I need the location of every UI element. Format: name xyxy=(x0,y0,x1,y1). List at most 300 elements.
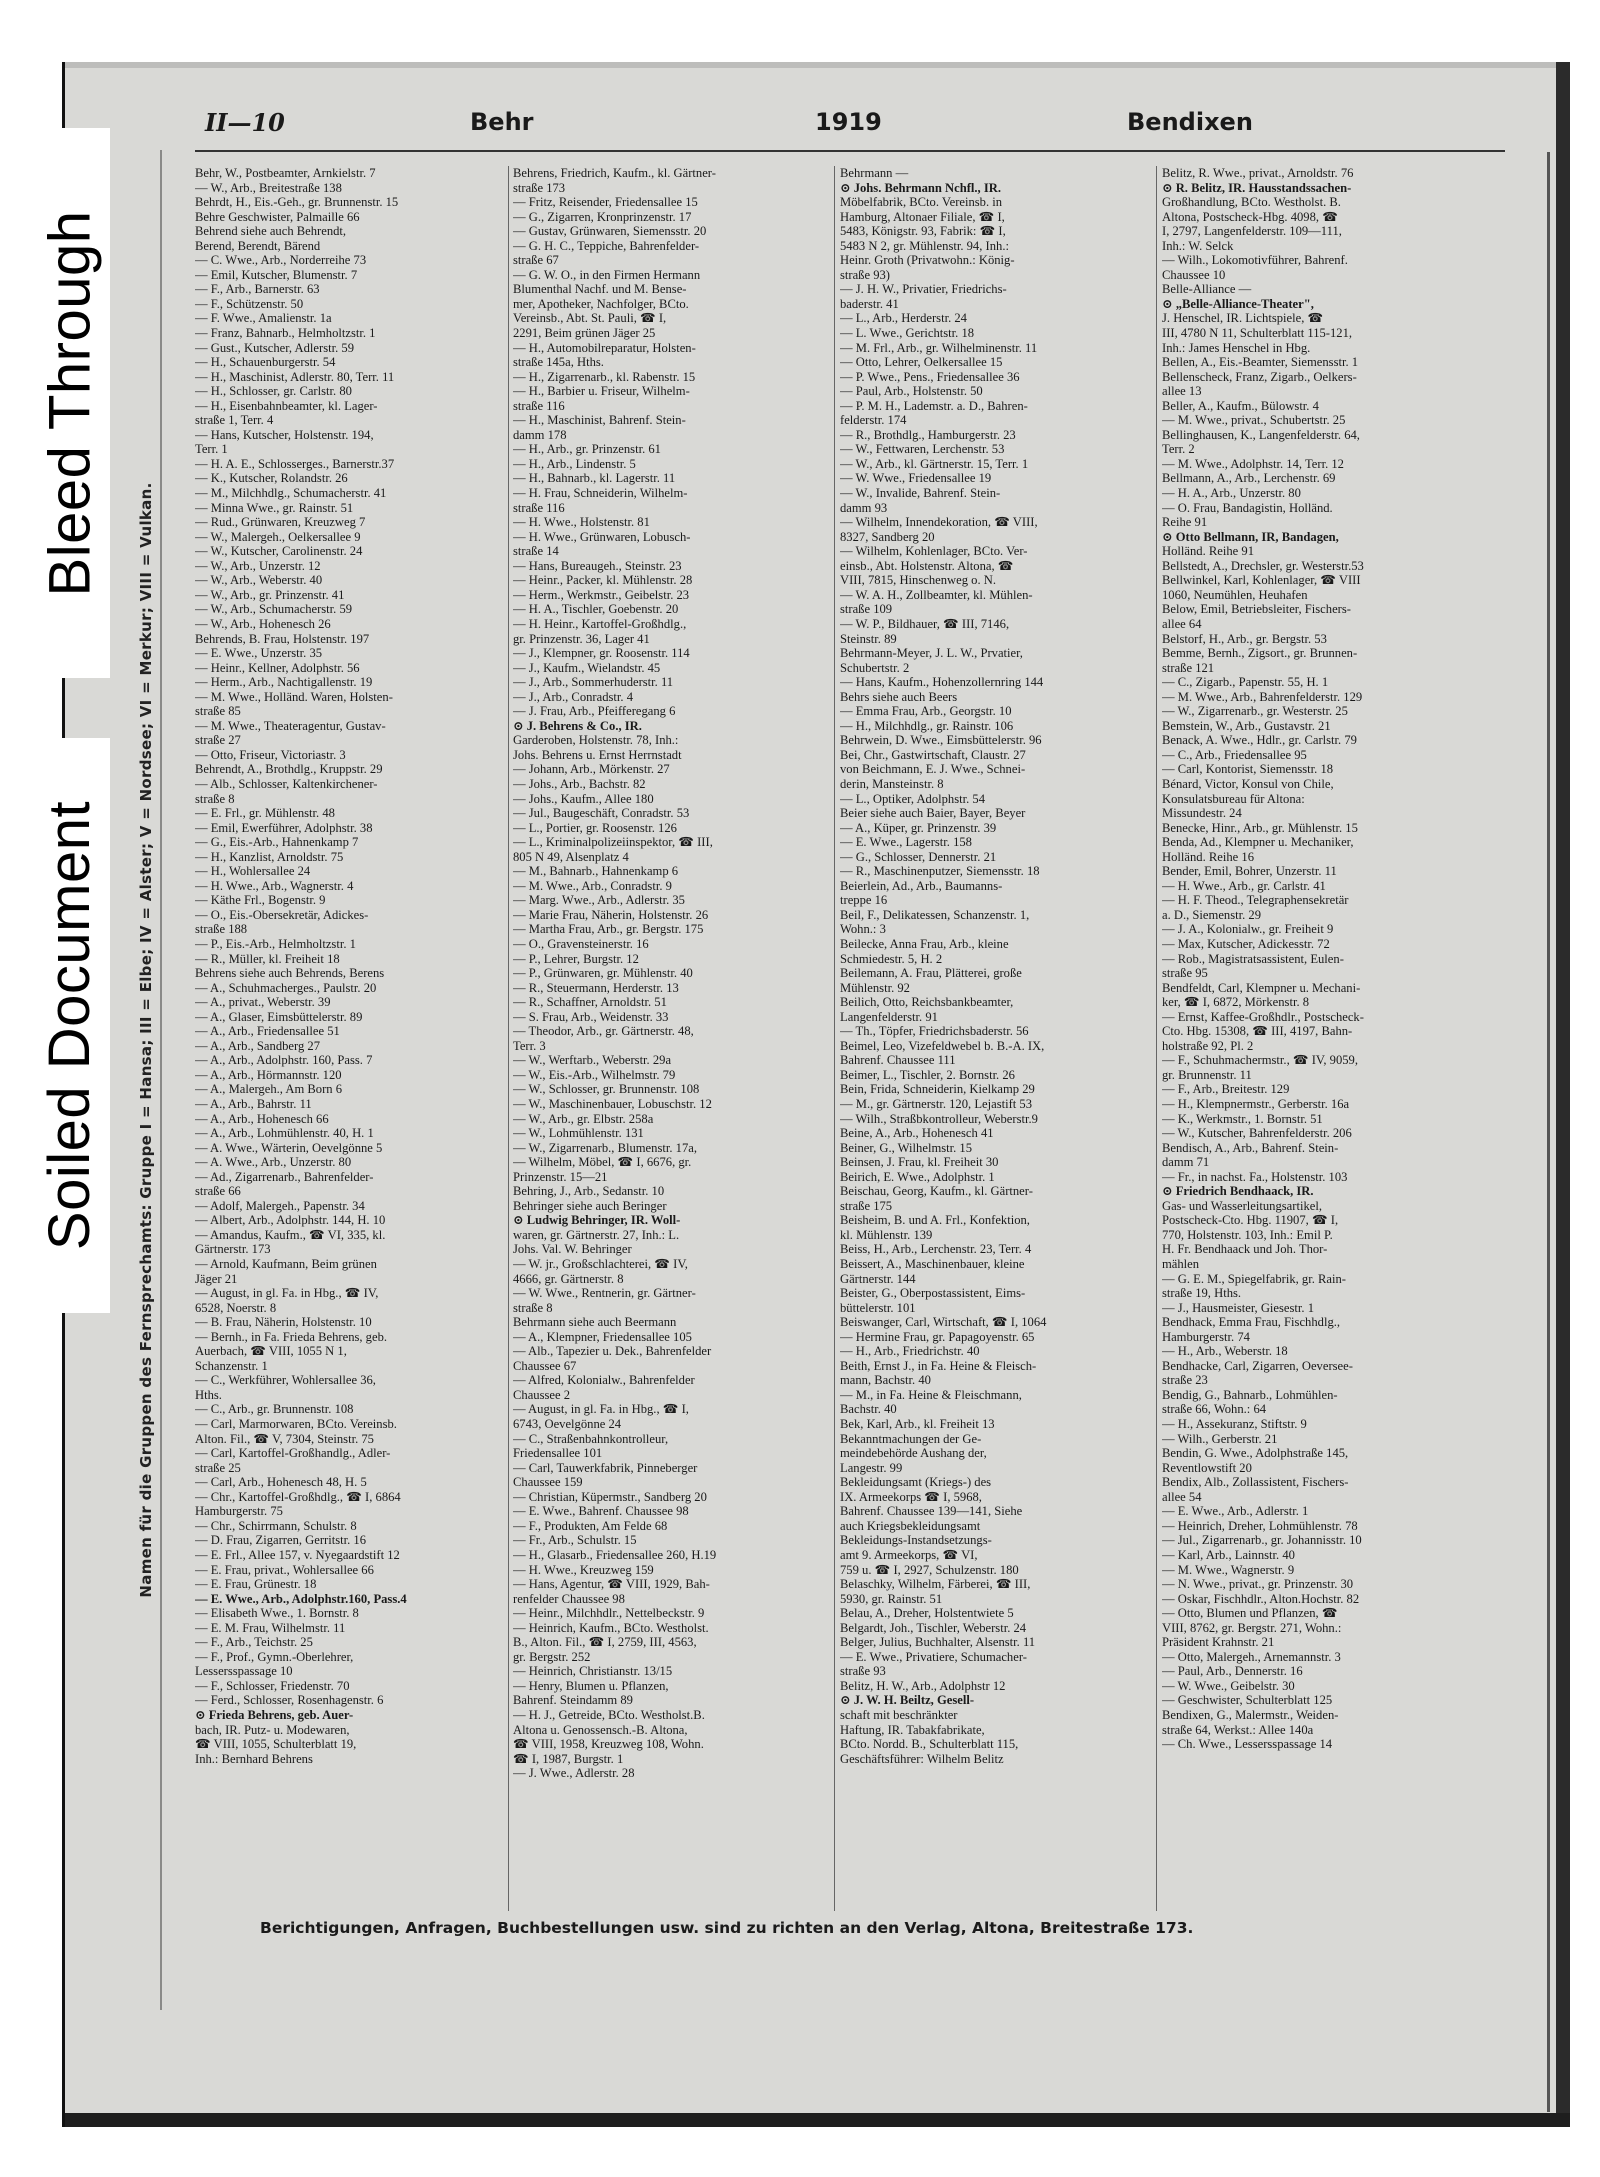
directory-entry: Konsulatsbureau für Altona: xyxy=(1162,791,1305,806)
directory-entry: — M. Wwe., Arb., Bahrenfelderstr. 129 xyxy=(1162,689,1363,704)
directory-entry: Inh.: W. Selck xyxy=(1162,238,1234,253)
directory-entry: — M. Wwe., Adolphstr. 14, Terr. 12 xyxy=(1162,456,1344,471)
directory-entry: — Jul., Zigarrenarb., gr. Johannisstr. 10 xyxy=(1162,1533,1362,1548)
directory-entry: Behrs siehe auch Beers xyxy=(840,689,958,704)
page-right-edge-line xyxy=(1547,152,1550,2112)
directory-entry: — Wilh., Straßbkontrolleur, Weberstr.9 xyxy=(840,1111,1038,1126)
directory-entry: — Paul, Arb., Holstenstr. 50 xyxy=(840,384,983,399)
directory-entry: Belgardt, Joh., Tischler, Weberstr. 24 xyxy=(840,1620,1027,1635)
directory-entry: — Wilh., Lokomotivführer, Bahrenf. xyxy=(1162,253,1348,268)
directory-entry: — H., Arb., Friedrichstr. 40 xyxy=(840,1344,980,1359)
directory-entry: straße 66 xyxy=(195,1184,241,1199)
directory-entry: Behrends, B. Frau, Holstenstr. 197 xyxy=(195,631,370,646)
directory-entry: — Carl, Arb., Hohenesch 48, H. 5 xyxy=(195,1475,367,1490)
directory-entry: — Ch. Wwe., Lessersspassage 14 xyxy=(1162,1737,1333,1752)
directory-entry: Haftung, IR. Tabakfabrikate, xyxy=(840,1722,985,1737)
directory-entry: — H., Schlosser, gr. Carlstr. 80 xyxy=(195,384,352,399)
directory-entry: Beilemann, A. Frau, Plätterei, große xyxy=(840,966,1022,981)
directory-entry: — Bernh., in Fa. Frieda Behrens, geb. xyxy=(195,1329,388,1344)
directory-entry: — A., Arb., Hohenesch 66 xyxy=(195,1111,329,1126)
directory-entry: — M., gr. Gärtnerstr. 120, Lejastift 53 xyxy=(840,1097,1033,1111)
directory-entry: Friedensallee 101 xyxy=(513,1446,603,1461)
directory-entry: schaft mit beschränkter xyxy=(840,1707,958,1722)
directory-entry: Hamburg, Altonaer Filiale, ☎ I, xyxy=(840,209,1005,224)
directory-entry: — Hans, Bureaugeh., Steinstr. 23 xyxy=(513,558,682,573)
directory-entry: — H. Wwe., Arb., Wagnerstr. 4 xyxy=(195,878,354,893)
directory-entry: Alton. Fil., ☎ V, 7304, Steinstr. 75 xyxy=(195,1431,374,1446)
directory-entry: — W., Invalide, Bahrenf. Stein- xyxy=(840,486,1001,501)
directory-entry: gr. Brunnenstr. 11 xyxy=(1162,1067,1252,1082)
directory-entry: baderstr. 41 xyxy=(840,296,899,311)
directory-entry: — M., Milchhdlg., Schumacherstr. 41 xyxy=(195,486,387,501)
directory-entry: Bendix, Alb., Zollassistent, Fischers- xyxy=(1162,1475,1349,1490)
directory-entry: Beirich, E. Wwe., Adolphstr. 1 xyxy=(840,1169,995,1184)
directory-entry: VIII, 8762, gr. Bergstr. 271, Wohn.: xyxy=(1162,1620,1342,1635)
directory-entry: Bellstedt, A., Drechsler, gr. Westerstr.53 xyxy=(1162,558,1364,573)
directory-entry: derin, Mansteinstr. 8 xyxy=(840,776,944,791)
directory-entry: — A., Arb., Adolphstr. 160, Pass. 7 xyxy=(195,1053,373,1068)
directory-entry: — R., Brothdlg., Hamburgerstr. 23 xyxy=(840,427,1016,442)
directory-entry: Jäger 21 xyxy=(195,1271,238,1286)
directory-entry: — Chr., Kartoffel-Großhdlg., ☎ I, 6864 xyxy=(195,1489,401,1504)
directory-entry: damm 178 xyxy=(513,427,567,442)
directory-entry: — P., Eis.-Arb., Helmholtzstr. 1 xyxy=(195,936,356,951)
directory-entry: straße 64, Werkst.: Allee 140a xyxy=(1162,1722,1314,1737)
directory-entry: — W. jr., Großschlachterei, ☎ IV, xyxy=(513,1257,688,1272)
directory-entry: Beister, G., Oberpostassistent, Eims- xyxy=(840,1286,1026,1301)
directory-entry: Großhandlung, BCto. Westholst. B. xyxy=(1162,195,1341,210)
directory-entry: Gas- und Wasserleitungsartikel, xyxy=(1162,1198,1322,1213)
directory-entry: Bellinghausen, K., Langenfelderstr. 64, xyxy=(1162,427,1360,442)
directory-entry: damm 93 xyxy=(840,500,888,515)
directory-entry: — J. Frau, Arb., Pfeifferegang 6 xyxy=(513,704,676,719)
directory-entry: — J., Kaufm., Wielandstr. 45 xyxy=(513,660,661,675)
directory-entry: Postscheck-Cto. Hbg. 11907, ☎ I, xyxy=(1162,1213,1339,1228)
directory-entry: Belger, Julius, Buchhalter, Alsenstr. 11 xyxy=(840,1635,1036,1650)
directory-entry: — A., Arb., Hörmannstr. 120 xyxy=(195,1067,342,1082)
directory-entry: — F. Wwe., Amalienstr. 1a xyxy=(195,311,332,326)
directory-entry: — F., Schützenstr. 50 xyxy=(195,296,304,311)
directory-entry: — W., Arb., Breitestraße 138 xyxy=(195,180,342,195)
directory-entry: Bellwinkel, Karl, Kohlenlager, ☎ VIII xyxy=(1162,573,1361,588)
directory-entry: — L., Kriminalpolizeiinspektor, ☎ III, xyxy=(513,835,713,850)
directory-entry: gr. Bergstr. 252 xyxy=(513,1649,591,1664)
directory-entry: Möbelfabrik, BCto. Vereinsb. in xyxy=(840,195,1003,210)
directory-entry: — W. Wwe., Rentnerin, gr. Gärtner- xyxy=(513,1286,696,1301)
directory-entry: — H., Milchhdlg., gr. Rainstr. 106 xyxy=(840,718,1014,733)
directory-entry: Holländ. Reihe 16 xyxy=(1162,849,1254,864)
directory-entry: Cto. Hbg. 15308, ☎ III, 4197, Bahn- xyxy=(1162,1024,1353,1039)
directory-entry: Beier siehe auch Baier, Bayer, Beyer xyxy=(840,806,1026,821)
directory-entry: 805 N 49, Alsenplatz 4 xyxy=(513,849,629,864)
directory-entry: — R., Schaffner, Arnoldstr. 51 xyxy=(513,995,667,1010)
directory-entry: — E. Wwe., Arb., Adolphstr.160, Pass.4 xyxy=(195,1591,407,1606)
directory-entry: — M. Frl., Arb., gr. Wilhelminenstr. 11 xyxy=(840,340,1038,355)
directory-entry: — F., Schuhmachermstr., ☎ IV, 9059, xyxy=(1162,1053,1358,1068)
directory-entry: — H. Wwe., Holstenstr. 81 xyxy=(513,515,650,530)
directory-entry: — C., Arb., Friedensallee 95 xyxy=(1162,747,1307,762)
directory-entry: — M. Wwe., Holländ. Waren, Holsten- xyxy=(195,689,393,704)
directory-entry: — C., Zigarb., Papenstr. 55, H. 1 xyxy=(1162,675,1329,690)
directory-entry: Geschäftsführer: Wilhelm Belitz xyxy=(840,1751,1004,1766)
directory-entry: Chaussee 10 xyxy=(1162,267,1226,282)
directory-entry: 2291, Beim grünen Jäger 25 xyxy=(513,326,656,341)
directory-entry: — J., Arb., Conradstr. 4 xyxy=(513,689,633,704)
telephone-groups-strip: Namen für die Gruppen des Fernsprechamts: Gruppe I = Hansa; III = Elbe; IV = Alster; V = Nordsee; VI = Merkur; VIII = Vulkan. xyxy=(137,482,155,1598)
directory-entry: — Henry, Blumen u. Pflanzen, xyxy=(513,1678,669,1693)
directory-entry: Bekleidungsamt (Kriegs-) des xyxy=(840,1475,992,1490)
directory-entry: meindebehörde Aushang der, xyxy=(840,1446,987,1461)
directory-entry: — W., Arb., Schumacherstr. 59 xyxy=(195,602,353,617)
directory-entry: — Wilhelm, Innendekoration, ☎ VIII, xyxy=(840,515,1038,530)
directory-entry: — Rob., Magistratsassistent, Eulen- xyxy=(1162,951,1344,966)
directory-entry: — J., Klempner, gr. Roosenstr. 114 xyxy=(513,646,690,661)
directory-entry: — H., Bahnarb., kl. Lagerstr. 11 xyxy=(513,471,676,486)
directory-entry: — E. Wwe., Unzerstr. 35 xyxy=(195,646,323,661)
directory-entry: Benda, Ad., Klempner u. Mechaniker, xyxy=(1162,835,1354,850)
directory-entry: — O., Eis.-Obersekretär, Adickes- xyxy=(195,907,369,922)
directory-entry: Blumenthal Nachf. und M. Bense- xyxy=(513,282,687,297)
directory-entry: — W., Malergeh., Oelkersallee 9 xyxy=(195,529,361,544)
directory-entry: — Karl, Arb., Lainnstr. 40 xyxy=(1162,1547,1295,1562)
directory-entry: — W., Kutscher, Carolinenstr. 24 xyxy=(195,544,363,559)
directory-entry: Bendhacke, Carl, Zigarren, Oeversee- xyxy=(1162,1358,1353,1373)
directory-entry: — O. Frau, Bandagistin, Holländ. xyxy=(1162,500,1333,515)
directory-entry: ⊙ Friedrich Bendhaack, IR. xyxy=(1162,1184,1314,1199)
directory-entry: — Rud., Grünwaren, Kreuzweg 7 xyxy=(195,515,366,530)
directory-entry: — H. F. Theod., Telegraphensekretär xyxy=(1162,893,1349,908)
directory-entry: — Otto, Blumen und Pflanzen, ☎ xyxy=(1162,1606,1338,1621)
directory-entry: — Herm., Arb., Nachtigallenstr. 19 xyxy=(195,675,373,690)
directory-entry: Beiss, H., Arb., Lerchenstr. 23, Terr. 4 xyxy=(840,1242,1032,1257)
directory-entry: gr. Prinzenstr. 36, Lager 41 xyxy=(513,631,650,646)
head-year: 1919 xyxy=(815,108,882,136)
directory-entry: Holländ. Reihe 91 xyxy=(1162,544,1254,559)
page-right-edge xyxy=(1556,62,1570,2127)
directory-entry: straße 66, Wohn.: 64 xyxy=(1162,1402,1267,1417)
directory-column-4 xyxy=(1162,166,1497,1752)
directory-entry: a. D., Siemenstr. 29 xyxy=(1162,907,1261,922)
directory-entry: — H., Arb., Weberstr. 18 xyxy=(1162,1344,1288,1359)
directory-entry: Behring, J., Arb., Sedanstr. 10 xyxy=(513,1184,665,1199)
directory-entry: — A., Arb., Sandberg 27 xyxy=(195,1038,321,1053)
directory-entry: Inh.: Bernhard Behrens xyxy=(195,1751,313,1766)
directory-entry: — M. Wwe., Wagnerstr. 9 xyxy=(1162,1562,1295,1577)
directory-entry: Auerbach, ☎ VIII, 1055 N 1, xyxy=(195,1344,347,1359)
running-head xyxy=(205,108,1253,144)
directory-entry: — S. Frau, Arb., Weidenstr. 33 xyxy=(513,1009,669,1024)
directory-entry: treppe 16 xyxy=(840,893,888,908)
directory-entry: Benack, A. Wwe., Hdlr., gr. Carlstr. 79 xyxy=(1162,733,1357,748)
directory-entry: — Heinrich, Dreher, Lohmühlenstr. 78 xyxy=(1162,1518,1358,1533)
directory-entry: — H., Barbier u. Friseur, Wilhelm- xyxy=(513,384,690,399)
directory-entry: allee 54 xyxy=(1162,1489,1202,1504)
directory-entry: straße 93 xyxy=(840,1664,886,1679)
directory-column-2 xyxy=(513,166,833,1781)
directory-entry: einsb., Abt. Holstenstr. Altona, ☎ xyxy=(840,558,1014,573)
directory-entry: — Alb., Tapezier u. Dek., Bahrenfelder xyxy=(513,1344,712,1359)
directory-entry: — C. Wwe., Arb., Norderreihe 73 xyxy=(195,253,367,268)
directory-entry: Johs. Behrens u. Ernst Herrnstadt xyxy=(513,747,682,762)
directory-entry: — Oskar, Fischhdlr., Alton.Hochstr. 82 xyxy=(1162,1591,1360,1606)
directory-entry: — W., Fettwaren, Lerchenstr. 53 xyxy=(840,442,1005,457)
directory-entry: Chaussee 2 xyxy=(513,1387,571,1402)
directory-entry: ⊙ Frieda Behrens, geb. Auer- xyxy=(195,1707,354,1722)
directory-entry: — M., Bahnarb., Hahnenkamp 6 xyxy=(513,864,679,879)
directory-entry: Bendin, G. Wwe., Adolphstraße 145, xyxy=(1162,1446,1349,1461)
directory-entry: 5483 N 2, gr. Mühlenstr. 94, Inh.: xyxy=(840,238,1009,253)
directory-entry: — R., Maschinenputzer, Siemensstr. 18 xyxy=(840,864,1040,879)
directory-entry: Reventlowstift 20 xyxy=(1162,1460,1252,1475)
directory-entry: Bei, Chr., Gastwirtschaft, Claustr. 27 xyxy=(840,747,1026,762)
directory-entry: — Carl, Kartoffel-Großhandlg., Adler- xyxy=(195,1446,391,1461)
directory-entry: — H., Arb., gr. Prinzenstr. 61 xyxy=(513,442,661,457)
directory-entry: — F., Arb., Breitestr. 129 xyxy=(1162,1082,1290,1097)
directory-entry: — G., Eis.-Arb., Hahnenkamp 7 xyxy=(195,835,359,850)
directory-entry: Bellenscheck, Franz, Zigarb., Oelkers- xyxy=(1162,369,1357,384)
directory-entry: Bendig, G., Bahnarb., Lohmühlen- xyxy=(1162,1387,1338,1402)
directory-entry: amt 9. Armeekorps, ☎ VI, xyxy=(840,1547,978,1562)
directory-entry: Beinsen, J. Frau, kl. Freiheit 30 xyxy=(840,1155,999,1170)
directory-entry: Präsident Krahnstr. 21 xyxy=(1162,1635,1275,1650)
directory-entry: Belitz, H. W., Arb., Adolphstr 12 xyxy=(840,1678,1006,1693)
directory-entry: — W., Zigarrenarb., Blumenstr. 17a, xyxy=(513,1140,697,1155)
directory-entry: Behrmann-Meyer, J. L. W., Prvatier, xyxy=(840,646,1023,661)
directory-entry: Bemme, Bernh., Zigsort., gr. Brunnen- xyxy=(1162,646,1358,661)
directory-entry: — Emil, Kutscher, Blumenstr. 7 xyxy=(195,267,358,282)
directory-entry: — Hermine Frau, gr. Papagoyenstr. 65 xyxy=(840,1329,1035,1344)
directory-entry: — August, in gl. Fa. in Hbg., ☎ I, xyxy=(513,1402,689,1417)
directory-entry: J. Henschel, IR. Lichtspiele, ☎ xyxy=(1162,311,1324,326)
directory-entry: Behrend siehe auch Behrendt, xyxy=(195,224,347,239)
directory-entry: — H., Arb., Lindenstr. 5 xyxy=(513,456,636,471)
directory-entry: B., Alton. Fil., ☎ I, 2759, III, 4563, xyxy=(513,1635,697,1650)
page-top-edge xyxy=(65,62,1570,68)
directory-entry: waren, gr. Gärtnerstr. 27, Inh.: L. xyxy=(513,1227,680,1242)
directory-entry: Chaussee 159 xyxy=(513,1475,583,1490)
directory-entry: Belitz, R. Wwe., privat., Arnoldstr. 76 xyxy=(1162,166,1354,180)
soiled-document-text: Soiled Document xyxy=(37,800,103,1251)
directory-entry: — August, in gl. Fa. in Hbg., ☎ IV, xyxy=(195,1286,379,1301)
page-bottom-edge xyxy=(65,2113,1570,2127)
directory-entry: Beilich, Otto, Reichsbankbeamter, xyxy=(840,995,1014,1010)
directory-entry: 5930, gr. Rainstr. 51 xyxy=(840,1591,943,1606)
directory-entry: — A., Küper, gr. Prinzenstr. 39 xyxy=(840,820,997,835)
directory-entry: — L. Wwe., Gerichtstr. 18 xyxy=(840,326,975,341)
directory-entry: — H., Klempnermstr., Gerberstr. 16a xyxy=(1162,1097,1350,1111)
directory-entry: Gärtnerstr. 173 xyxy=(195,1242,271,1257)
directory-entry: — Elisabeth Wwe., 1. Bornstr. 8 xyxy=(195,1606,359,1621)
directory-entry: — W., Arb., Unzerstr. 12 xyxy=(195,558,321,573)
directory-entry: Bahrenf. Steindamm 89 xyxy=(513,1693,633,1708)
directory-entry: Behringer siehe auch Beringer xyxy=(513,1198,667,1213)
directory-entry: Beiner, G., Wilhelmstr. 15 xyxy=(840,1140,973,1155)
column-divider xyxy=(508,166,509,1911)
directory-entry: Lessersspassage 10 xyxy=(195,1664,293,1679)
directory-entry: — A., Malergeh., Am Born 6 xyxy=(195,1082,343,1097)
directory-entry: — G., Zigarren, Kronprinzenstr. 17 xyxy=(513,209,692,224)
directory-entry: — A., Arb., Bahrstr. 11 xyxy=(195,1097,312,1111)
directory-entry: Reihe 91 xyxy=(1162,515,1208,530)
directory-entry: — H. A., Tischler, Goebenstr. 20 xyxy=(513,602,679,617)
directory-entry: — Theodor, Arb., gr. Gärtnerstr. 48, xyxy=(513,1024,694,1039)
directory-entry: Belle-Alliance — xyxy=(1162,282,1252,297)
directory-entry: ⊙ Johs. Behrmann Nchfl., IR. xyxy=(840,180,1001,195)
directory-entry: — A., Arb., Friedensallee 51 xyxy=(195,1024,340,1039)
directory-entry: — P. M. H., Lademstr. a. D., Bahren- xyxy=(840,398,1028,413)
directory-entry: straße 116 xyxy=(513,398,565,413)
directory-entry: — M. Wwe., Arb., Conradstr. 9 xyxy=(513,878,672,893)
directory-entry: 4666, gr. Gärtnerstr. 8 xyxy=(513,1271,624,1286)
soiled-document-label xyxy=(30,738,110,1313)
directory-entry: IX. Armeekorps ☎ I, 5968, xyxy=(840,1489,982,1504)
directory-entry: Vereinsb., Abt. St. Pauli, ☎ I, xyxy=(513,311,667,326)
directory-entry: — Otto, Lehrer, Oelkersallee 15 xyxy=(840,355,1003,370)
directory-entry: Terr. 3 xyxy=(513,1038,546,1053)
directory-entry: — Hans, Kaufm., Hohenzollernring 144 xyxy=(840,675,1044,690)
directory-entry: — H. Wwe., Kreuzweg 159 xyxy=(513,1562,654,1577)
directory-entry: — Marie Frau, Näherin, Holstenstr. 26 xyxy=(513,907,709,922)
directory-entry: — J. Wwe., Adlerstr. 28 xyxy=(513,1766,635,1781)
directory-entry: — A., Klempner, Friedensallee 105 xyxy=(513,1329,692,1344)
directory-entry: — E. Wwe., Privatiere, Schumacher- xyxy=(840,1649,1027,1664)
directory-entry: — A. Wwe., Wärterin, Oevelgönne 5 xyxy=(195,1140,383,1155)
directory-entry: Beine, A., Arb., Hohenesch 41 xyxy=(840,1126,994,1141)
directory-entry: Bendixen, G., Malermstr., Weiden- xyxy=(1162,1707,1339,1722)
directory-entry: Belau, A., Dreher, Holstentwiete 5 xyxy=(840,1606,1014,1621)
directory-entry: Berend, Berendt, Bärend xyxy=(195,238,321,253)
directory-entry: — H., Automobilreparatur, Holsten- xyxy=(513,340,696,355)
directory-entry: — Gustav, Grünwaren, Siemensstr. 20 xyxy=(513,224,707,239)
directory-entry: — Wilhelm, Möbel, ☎ I, 6676, gr. xyxy=(513,1155,692,1170)
directory-entry: straße 85 xyxy=(195,704,241,719)
directory-entry: — H. J., Getreide, BCto. Westholst.B. xyxy=(513,1707,705,1722)
directory-entry: Bekleidungs-Instandsetzungs- xyxy=(840,1533,992,1548)
directory-entry: — N. Wwe., privat., gr. Prinzenstr. 30 xyxy=(1162,1577,1354,1592)
directory-entry: Langestr. 99 xyxy=(840,1460,903,1475)
directory-entry: — Johs., Kaufm., Allee 180 xyxy=(513,791,654,806)
directory-entry: — Heinr., Packer, kl. Mühlenstr. 28 xyxy=(513,573,693,588)
directory-entry: — Chr., Schirrmann, Schulstr. 8 xyxy=(195,1518,357,1533)
directory-entry: — Geschwister, Schulterblatt 125 xyxy=(1162,1693,1333,1708)
directory-entry: — W., Arb., gr. Elbstr. 258a xyxy=(513,1111,654,1126)
directory-entry: — Hans, Agentur, ☎ VIII, 1929, Bah- xyxy=(513,1577,710,1592)
directory-entry: — W., Arb., gr. Prinzenstr. 41 xyxy=(195,587,345,602)
directory-entry: — Fritz, Reisender, Friedensallee 15 xyxy=(513,195,698,210)
directory-entry: — Martha Frau, Arb., gr. Bergstr. 175 xyxy=(513,922,704,937)
directory-entry: Chaussee 67 xyxy=(513,1358,577,1373)
directory-entry: — W., Arb., kl. Gärtnerstr. 15, Terr. 1 xyxy=(840,456,1029,471)
directory-entry: Beimel, Leo, Vizefeldwebel b. B.-A. IX, xyxy=(840,1038,1045,1053)
directory-entry: 770, Holstenstr. 103, Inh.: Emil P. xyxy=(1162,1227,1333,1242)
directory-entry: — Paul, Arb., Dennerstr. 16 xyxy=(1162,1664,1303,1679)
directory-entry: — H., Wohlersallee 24 xyxy=(195,864,311,879)
directory-entry: — H. Wwe., Grünwaren, Lobusch- xyxy=(513,529,691,544)
directory-column-3 xyxy=(840,166,1160,1766)
directory-entry: — Franz, Bahnarb., Helmholtzstr. 1 xyxy=(195,326,376,341)
directory-entry: Bek, Karl, Arb., kl. Freiheit 13 xyxy=(840,1417,995,1432)
directory-entry: Inh.: James Henschel in Hbg. xyxy=(1162,340,1311,355)
directory-entry: — Johann, Arb., Mörkenstr. 27 xyxy=(513,762,670,777)
directory-entry: — H. A. E., Schlosserges., Barnerstr.37 xyxy=(195,456,395,471)
directory-entry: holstraße 92, Pl. 2 xyxy=(1162,1038,1254,1053)
directory-entry: Hths. xyxy=(195,1387,222,1402)
directory-entry: VIII, 7815, Hinschenweg o. N. xyxy=(840,573,996,588)
directory-entry: straße 23 xyxy=(1162,1373,1208,1388)
directory-entry: — Heinr., Kellner, Adolphstr. 56 xyxy=(195,660,360,675)
directory-entry: — H., Schauenburgerstr. 54 xyxy=(195,355,336,370)
directory-entry: ⊙ J. Behrens & Co., IR. xyxy=(513,718,642,733)
directory-entry: straße 173 xyxy=(513,180,566,195)
directory-entry: — Käthe Frl., Bogenstr. 9 xyxy=(195,893,326,908)
directory-entry: — A., Arb., Lohmühlenstr. 40, H. 1 xyxy=(195,1126,374,1141)
directory-entry: — Otto, Friseur, Victoriastr. 3 xyxy=(195,747,346,762)
directory-entry: ker, ☎ I, 6872, Mörkenstr. 8 xyxy=(1162,995,1310,1010)
directory-entry: Behrendt, A., Brothdlg., Kruppstr. 29 xyxy=(195,762,383,777)
directory-entry: — E. Frau, privat., Wohlersallee 66 xyxy=(195,1562,374,1577)
directory-entry: — W., Kutscher, Bahrenfelderstr. 206 xyxy=(1162,1126,1352,1141)
directory-entry: allee 64 xyxy=(1162,616,1202,631)
directory-entry: Bénard, Victor, Konsul von Chile, xyxy=(1162,776,1334,791)
directory-entry: — E. Wwe., Arb., Adlerstr. 1 xyxy=(1162,1504,1309,1519)
directory-entry: straße 145a, Hths. xyxy=(513,355,604,370)
directory-entry: — L., Arb., Herderstr. 24 xyxy=(840,311,967,326)
directory-entry: Benecke, Hinr., Arb., gr. Mühlenstr. 15 xyxy=(1162,820,1358,835)
directory-entry: — W. Wwe., Friedensallee 19 xyxy=(840,471,992,486)
directory-entry: Behrwein, D. Wwe., Eimsbüttelerstr. 96 xyxy=(840,733,1042,748)
directory-entry: — J., Arb., Sommerhuderstr. 11 xyxy=(513,675,674,690)
directory-entry: straße 175 xyxy=(840,1198,893,1213)
directory-entry: — Marg. Wwe., Arb., Adlerstr. 35 xyxy=(513,893,685,908)
directory-entry: — M. Wwe., privat., Schubertstr. 25 xyxy=(1162,413,1346,428)
directory-entry: Altona, Postscheck-Hbg. 4098, ☎ xyxy=(1162,209,1338,224)
directory-entry: — Fr., in nachst. Fa., Holstenstr. 103 xyxy=(1162,1169,1348,1184)
directory-entry: — F., Prof., Gymn.-Oberlehrer, xyxy=(195,1649,354,1664)
directory-entry: — J. H. W., Privatier, Friedrichs- xyxy=(840,282,1007,297)
directory-entry: — P., Grünwaren, gr. Mühlenstr. 40 xyxy=(513,966,693,981)
directory-entry: 8327, Sandberg 20 xyxy=(840,529,935,544)
directory-entry: 759 u. ☎ I, 2927, Schulzenstr. 180 xyxy=(840,1562,1019,1577)
directory-entry: — A., Schuhmacherges., Paulstr. 20 xyxy=(195,980,377,995)
directory-entry: Bekanntmachungen der Ge- xyxy=(840,1431,982,1446)
directory-entry: Gärtnerstr. 144 xyxy=(840,1271,916,1286)
directory-entry: — Wilhelm, Kohlenlager, BCto. Ver- xyxy=(840,544,1028,559)
directory-entry: — P., Lehrer, Burgstr. 12 xyxy=(513,951,639,966)
directory-entry: Beissert, A., Maschinenbauer, kleine xyxy=(840,1257,1025,1272)
directory-entry: Beith, Ernst J., in Fa. Heine & Fleisch- xyxy=(840,1358,1037,1373)
directory-entry: Bendisch, A., Arb., Bahrenf. Stein- xyxy=(1162,1140,1339,1155)
directory-entry: — W., Zigarrenarb., gr. Westerstr. 25 xyxy=(1162,704,1348,719)
directory-entry: Belaschky, Wilhelm, Färberei, ☎ III, xyxy=(840,1577,1031,1592)
directory-entry: — Ernst, Kaffee-Großhdlr., Postscheck- xyxy=(1162,1009,1364,1024)
directory-entry: Bein, Frida, Schneiderin, Kielkamp 29 xyxy=(840,1082,1035,1097)
directory-entry: Behrmann — xyxy=(840,166,909,180)
directory-entry: Beisheim, B. und A. Frl., Konfektion, xyxy=(840,1213,1030,1228)
directory-entry: kl. Mühlenstr. 139 xyxy=(840,1227,933,1242)
directory-entry: Bahrenf. Chaussee 111 xyxy=(840,1053,956,1068)
directory-entry: Beierlein, Ad., Arb., Baumanns- xyxy=(840,878,1003,893)
directory-entry: Bahrenf. Chaussee 139—141, Siehe xyxy=(840,1504,1023,1519)
directory-entry: — Heinrich, Christianstr. 13/15 xyxy=(513,1664,673,1679)
directory-entry: — Adolf, Malergeh., Papenstr. 34 xyxy=(195,1198,365,1213)
directory-entry: — D. Frau, Zigarren, Gerritstr. 16 xyxy=(195,1533,367,1548)
directory-entry: Beil, F., Delikatessen, Schanzenstr. 1, xyxy=(840,907,1030,922)
directory-entry: Beimer, L., Tischler, 2. Bornstr. 26 xyxy=(840,1067,1015,1082)
directory-entry: — M. Wwe., Theateragentur, Gustav- xyxy=(195,718,386,733)
directory-entry: — A., privat., Weberstr. 39 xyxy=(195,995,331,1010)
directory-entry: — H., Assekuranz, Stiftstr. 9 xyxy=(1162,1417,1307,1432)
directory-entry: BCto. Nordd. B., Schulterblatt 115, xyxy=(840,1737,1019,1752)
